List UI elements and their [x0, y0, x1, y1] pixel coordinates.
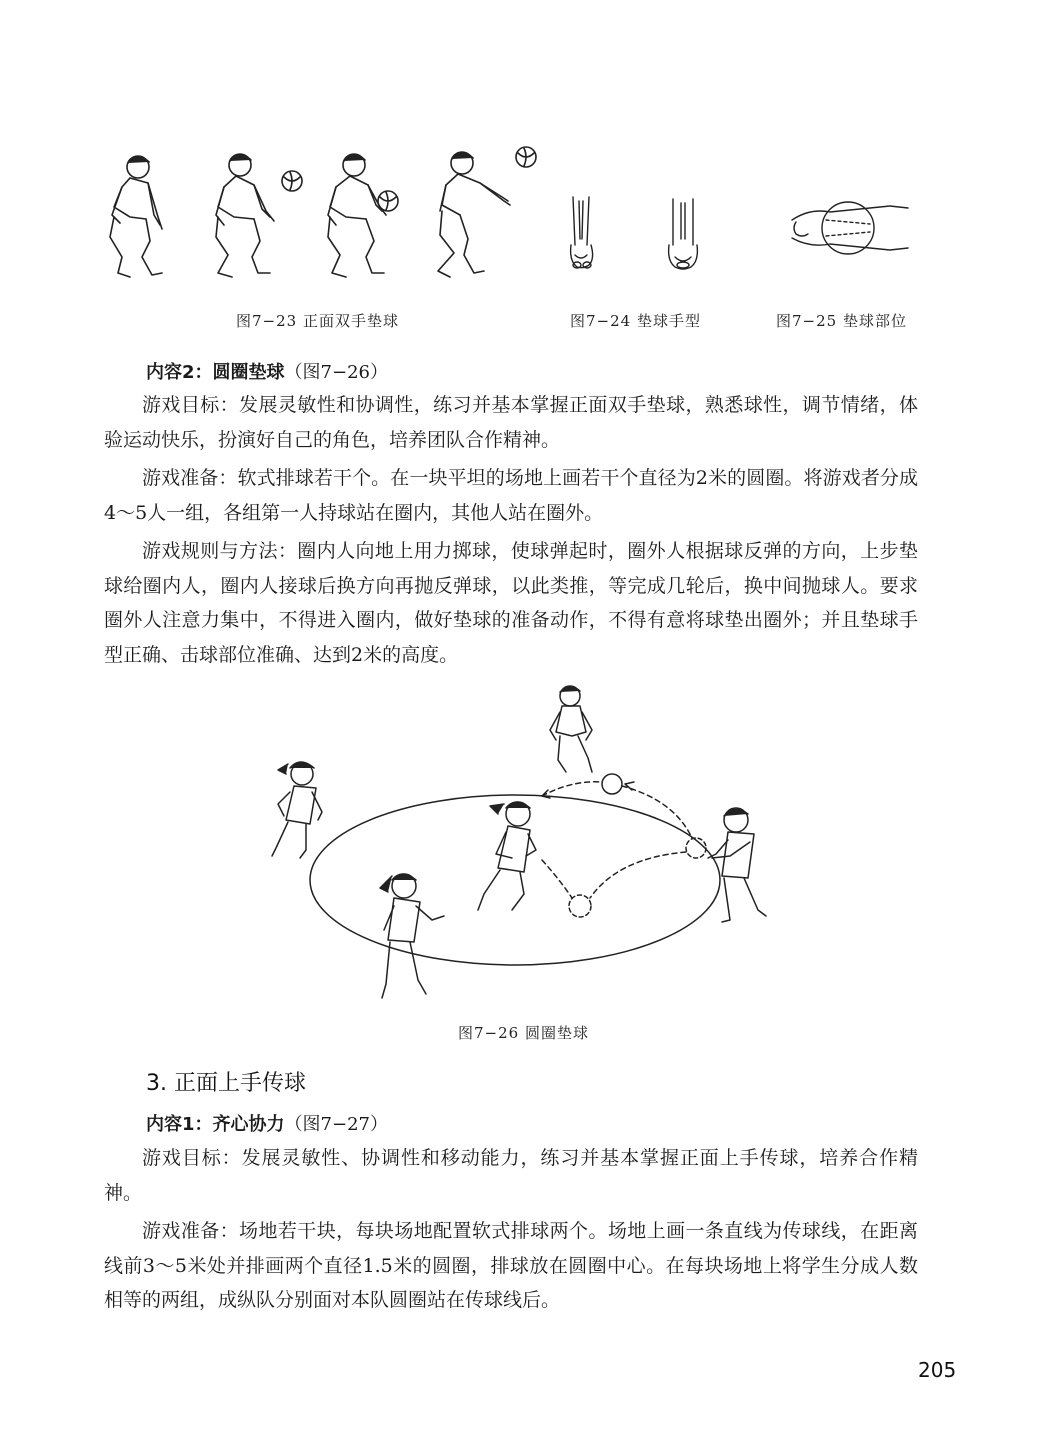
- hands-side-view: [669, 199, 698, 269]
- section-3-content-1-heading: [146, 1110, 388, 1136]
- figure-7-24-caption: 图7−24 垫球手型: [570, 312, 701, 330]
- player-stage-3: [328, 154, 398, 277]
- ball-top: [602, 774, 622, 794]
- section-3-content-1-goal: 游戏目标：发展灵敏性、协调性和移动能力，练习并基本掌握正面上手传球，培养合作精神。: [104, 1147, 918, 1204]
- content-2-label: 内容2：圆圈垫球: [146, 362, 285, 383]
- section-3-content-1-figure-ref: （图7−27）: [284, 1114, 388, 1135]
- figure-7-26-caption: 图7−26 圆圈垫球: [458, 1024, 589, 1042]
- player-left: [272, 762, 322, 858]
- section-3-content-1-label: 内容1：齐心协力: [146, 1114, 285, 1135]
- page-number: 205: [918, 1358, 957, 1382]
- figure-7-26-illustration: [260, 680, 780, 1015]
- player-center: [478, 802, 536, 910]
- content-2-heading: [146, 358, 388, 384]
- figure-7-23-caption: 图7−23 正面双手垫球: [236, 312, 399, 330]
- player-bottom: [380, 874, 444, 998]
- content-2-figure-ref: （图7−26）: [284, 362, 388, 383]
- player-top: [550, 686, 592, 772]
- content-2-goal: 游戏目标：发展灵敏性和协调性，练习并基本掌握正面双手垫球，熟悉球性，调节情绪，体验运动快乐，扮演好自己的角色，培养团队合作精神。: [104, 394, 918, 451]
- content-2-rules: 游戏规则与方法：圈内人向地上用力掷球，使球弹起时，圈外人根据球反弹的方向，上步垫球给圈内人，圈内人接球后换方向再抛反弹球，以此类推，等完成几轮后，换中间抛球人。要求圈外人注意力集中，不得进入圈内，做好垫球的准备动作，不得有意将球垫出圈外；并且垫球手型正确、击球部位准确、达到2米的高度。: [104, 540, 918, 666]
- content-2-prep: 游戏准备：软式排球若干个。在一块平坦的场地上画若干个直径为2米的圆圈。将游戏者分成4～5人一组，各组第一人持球站在圈内，其他人站在圈外。: [104, 467, 918, 524]
- figure-7-25-illustration: [790, 198, 910, 258]
- hands-front-view: [571, 197, 593, 268]
- player-stage-4: [438, 147, 536, 277]
- trajectory-path: [542, 782, 602, 796]
- figure-7-23-illustration: [100, 145, 550, 285]
- player-stage-1: [110, 156, 162, 277]
- player-stage-2: [216, 154, 302, 277]
- play-circle: [310, 795, 720, 965]
- figure-7-24-illustration: [565, 195, 715, 275]
- section-3-title: 3. 正面上手传球: [146, 1071, 306, 1096]
- figure-7-25-caption: 图7−25 垫球部位: [776, 312, 907, 330]
- section-3-content-1-prep: 游戏准备：场地若干块，每块场地配置软式排球两个。场地上画一条直线为传球线，在距离线前3～5米处并排画两个直径1.5米的圆圈，排球放在圆圈中心。在每块场地上将学生分成人数相等的两组，成纵队分别面对本队圆圈站在传球线后。: [104, 1220, 918, 1311]
